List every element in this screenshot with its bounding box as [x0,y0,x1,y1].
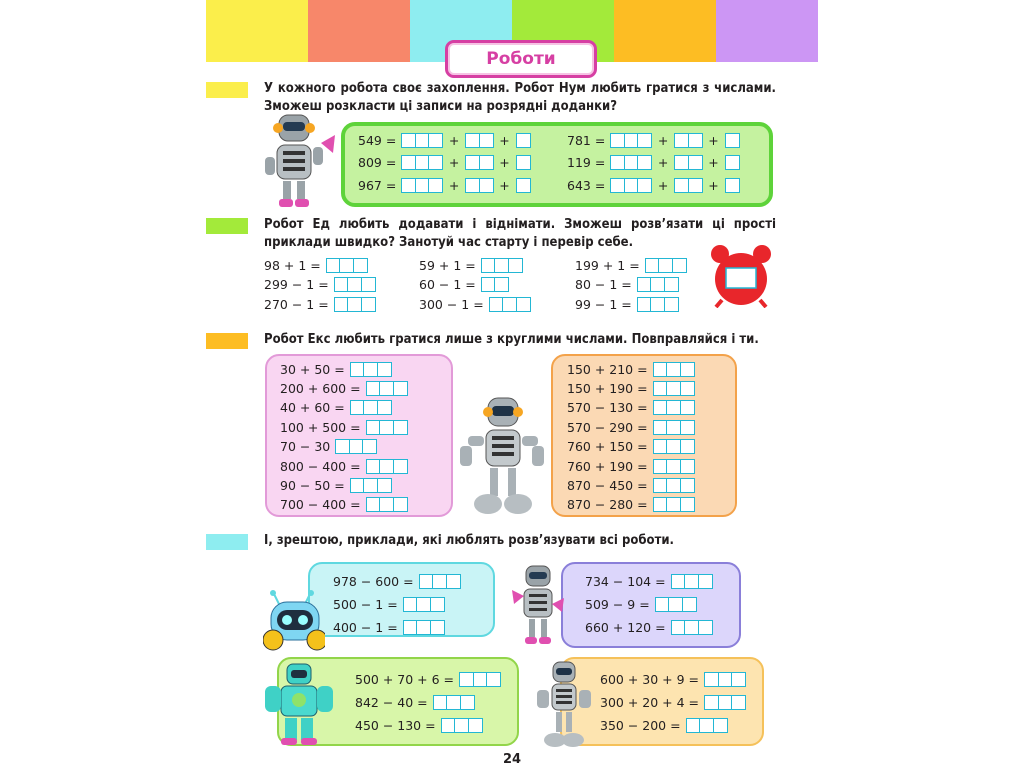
answer-cell[interactable] [393,420,408,435]
equation-text: 300 + 20 + 4 = [600,694,700,710]
answer-cell[interactable] [713,718,728,733]
equation-text: 150 + 210 = [567,361,648,377]
answer-cell[interactable] [393,497,408,512]
s2-expr: 98 + 1 = [264,257,321,273]
robot-ex-small-illustration [533,660,593,748]
equation-text: 870 − 450 = [567,477,648,493]
equation-text: 570 − 130 = [567,400,648,416]
s2-col3-row-3 [575,295,677,313]
equation-text: 150 + 190 = [567,380,648,396]
equation-row [280,379,406,397]
answer-cell[interactable] [508,258,523,273]
equation-row [280,399,390,417]
answer-cell[interactable] [361,297,376,312]
green-robot-illustration [263,662,335,746]
equation-text: 40 + 60 = [280,400,345,416]
equation-text: 30 + 50 = [280,361,345,377]
answer-cell[interactable] [680,459,695,474]
equation-row [567,399,693,417]
equation-text: 842 − 40 = [355,694,428,710]
s1-right-row-3: 643 = + + [567,176,738,194]
equation-row [567,379,693,397]
section3-instruction: Робот Екс любить гратися лише з круглими числами. Повправляйся і ти. [264,332,759,347]
section1-marker [206,82,248,98]
s1-left-expr-1: 549 = [358,132,397,148]
section4-instruction: І, зрештою, приклади, які люблять розв’язувати всі роботи. [264,533,674,548]
s2-col2-row-2 [419,275,508,293]
answer-cell[interactable] [698,620,713,635]
answer-cell[interactable] [680,362,695,377]
equation-row [280,418,406,436]
answer-cell[interactable] [664,297,679,312]
answer-cell[interactable] [725,178,740,193]
s1-right-expr-3: 643 = [567,177,606,193]
equation-text: 700 − 400 = [280,497,361,513]
answer-cell[interactable] [731,695,746,710]
answer-cell[interactable] [516,178,531,193]
s2-expr: 59 + 1 = [419,257,476,273]
answer-cell[interactable] [731,672,746,687]
section2-instruction: Робот Ед любить додавати і віднімати. Зможеш розв’язати ці прості приклади швидко? Занотуй час старту і перевір себе. [264,217,776,250]
alarm-clock-icon [708,244,774,308]
answer-cell[interactable] [725,155,740,170]
equation-row [567,438,693,456]
answer-cell[interactable] [680,381,695,396]
color-stripe-orange [308,0,410,62]
s2-expr: 270 − 1 = [264,296,329,312]
answer-cell[interactable] [428,133,443,148]
s2-expr: 299 − 1 = [264,276,329,292]
answer-cell[interactable] [680,497,695,512]
equation-text: 800 − 400 = [280,458,361,474]
answer-cell[interactable] [486,672,501,687]
answer-cell[interactable] [430,597,445,612]
s2-col3-row-2 [575,275,677,293]
answer-cell[interactable] [637,133,652,148]
answer-cell[interactable] [428,178,443,193]
answer-cell[interactable] [680,478,695,493]
s2-expr: 60 − 1 = [419,276,476,292]
equation-text: 760 + 190 = [567,458,648,474]
equation-row [600,716,726,734]
answer-cell[interactable] [637,178,652,193]
equation-text: 760 + 150 = [567,439,648,455]
s1-left-row-2: 809 = + + [358,153,529,171]
color-stripe-violet [716,0,818,62]
equation-row [280,496,406,514]
equation-text: 100 + 500 = [280,419,361,435]
equation-row [567,418,693,436]
s2-col2-row-3 [419,295,529,313]
equation-row [567,360,693,378]
answer-cell[interactable] [479,133,494,148]
answer-cell[interactable] [377,362,392,377]
s2-expr: 80 − 1 = [575,276,632,292]
equation-row [280,438,376,456]
s2-col3-row-1 [575,256,685,274]
section1-instruction: У кожного робота своє захоплення. Робот Нум любить гратися з числами. Зможеш розкласти ці записи на розрядні доданки? [264,81,776,114]
s1-left-expr-3: 967 = [358,177,397,193]
equation-row [280,360,390,378]
s1-left-row-3: 967 = + + [358,176,529,194]
equation-row [333,618,443,636]
equation-row [333,572,459,590]
equation-text: 600 + 30 + 9 = [600,671,700,687]
equation-row [600,670,745,688]
answer-cell[interactable] [672,258,687,273]
equation-text: 660 + 120 = [585,619,666,635]
answer-cell[interactable] [468,718,483,733]
equation-row [585,595,695,613]
equation-row [567,496,693,514]
answer-cell[interactable] [516,133,531,148]
equation-text: 350 − 200 = [600,717,681,733]
equation-row [355,716,481,734]
equation-text: 90 − 50 = [280,477,345,493]
page-title: Роботи [445,40,597,78]
equation-text: 400 − 1 = [333,619,398,635]
s2-expr: 99 − 1 = [575,296,632,312]
answer-cell[interactable] [377,478,392,493]
equation-row [585,618,711,636]
equation-text: 978 − 600 = [333,573,414,589]
answer-cell[interactable] [664,277,679,292]
answer-cell[interactable] [682,597,697,612]
answer-cell[interactable] [516,297,531,312]
s1-left-expr-2: 809 = [358,154,397,170]
answer-cell[interactable] [446,574,461,589]
s1-right-row-1: 781 = + + [567,131,738,149]
answer-cell[interactable] [680,439,695,454]
answer-cell[interactable] [361,277,376,292]
equation-row [280,457,406,475]
s1-left-row-1: 549 = + + [358,131,529,149]
equation-row [585,572,711,590]
equation-text: 734 − 104 = [585,573,666,589]
s2-expr: 199 + 1 = [575,257,640,273]
robot-num-illustration [263,113,339,213]
equation-text: 500 − 1 = [333,596,398,612]
page-number: 24 [502,752,522,767]
s2-col1-row-3 [264,295,374,313]
answer-cell[interactable] [460,695,475,710]
answer-cell[interactable] [393,381,408,396]
robot-ex-illustration [458,396,546,516]
answer-cell[interactable] [680,420,695,435]
color-stripe-yellow [206,0,308,62]
answer-cell[interactable] [688,133,703,148]
answer-cell[interactable] [725,133,740,148]
answer-cell[interactable] [688,178,703,193]
equation-text: 509 − 9 = [585,596,650,612]
equation-text: 450 − 130 = [355,717,436,733]
s2-expr: 300 − 1 = [419,296,484,312]
s1-right-expr-2: 119 = [567,154,606,170]
s2-col1-row-1 [264,256,366,274]
answer-cell[interactable] [393,459,408,474]
color-stripe-amber [614,0,716,62]
section4-marker [206,534,248,550]
answer-cell[interactable] [637,155,652,170]
equation-row [333,595,443,613]
answer-cell[interactable] [479,178,494,193]
equation-row [355,670,500,688]
s1-right-row-2: 119 = + + [567,153,738,171]
robot-num-small-illustration [510,564,566,650]
equation-text: 870 − 280 = [567,497,648,513]
answer-cell[interactable] [430,620,445,635]
answer-cell[interactable] [688,155,703,170]
equation-text: 570 − 290 = [567,419,648,435]
s2-col2-row-1 [419,256,521,274]
equation-row [567,476,693,494]
section3-marker [206,333,248,349]
equation-row [600,693,745,711]
equation-row [355,693,473,711]
equation-row [280,476,390,494]
wheeled-robot-illustration [263,590,325,654]
section2-marker [206,218,248,234]
equation-text: 500 + 70 + 6 = [355,671,455,687]
equation-text: 70 − 30 [280,439,331,455]
answer-cell[interactable] [494,277,509,292]
answer-cell[interactable] [698,574,713,589]
answer-cell[interactable] [377,400,392,415]
answer-cell[interactable] [516,155,531,170]
equation-row [567,457,693,475]
equation-text: 200 + 600 = [280,380,361,396]
s2-col1-row-2 [264,275,374,293]
answer-cell[interactable] [362,439,377,454]
answer-cell[interactable] [680,400,695,415]
answer-cell[interactable] [428,155,443,170]
answer-cell[interactable] [479,155,494,170]
answer-cell[interactable] [353,258,368,273]
s1-right-expr-1: 781 = [567,132,606,148]
